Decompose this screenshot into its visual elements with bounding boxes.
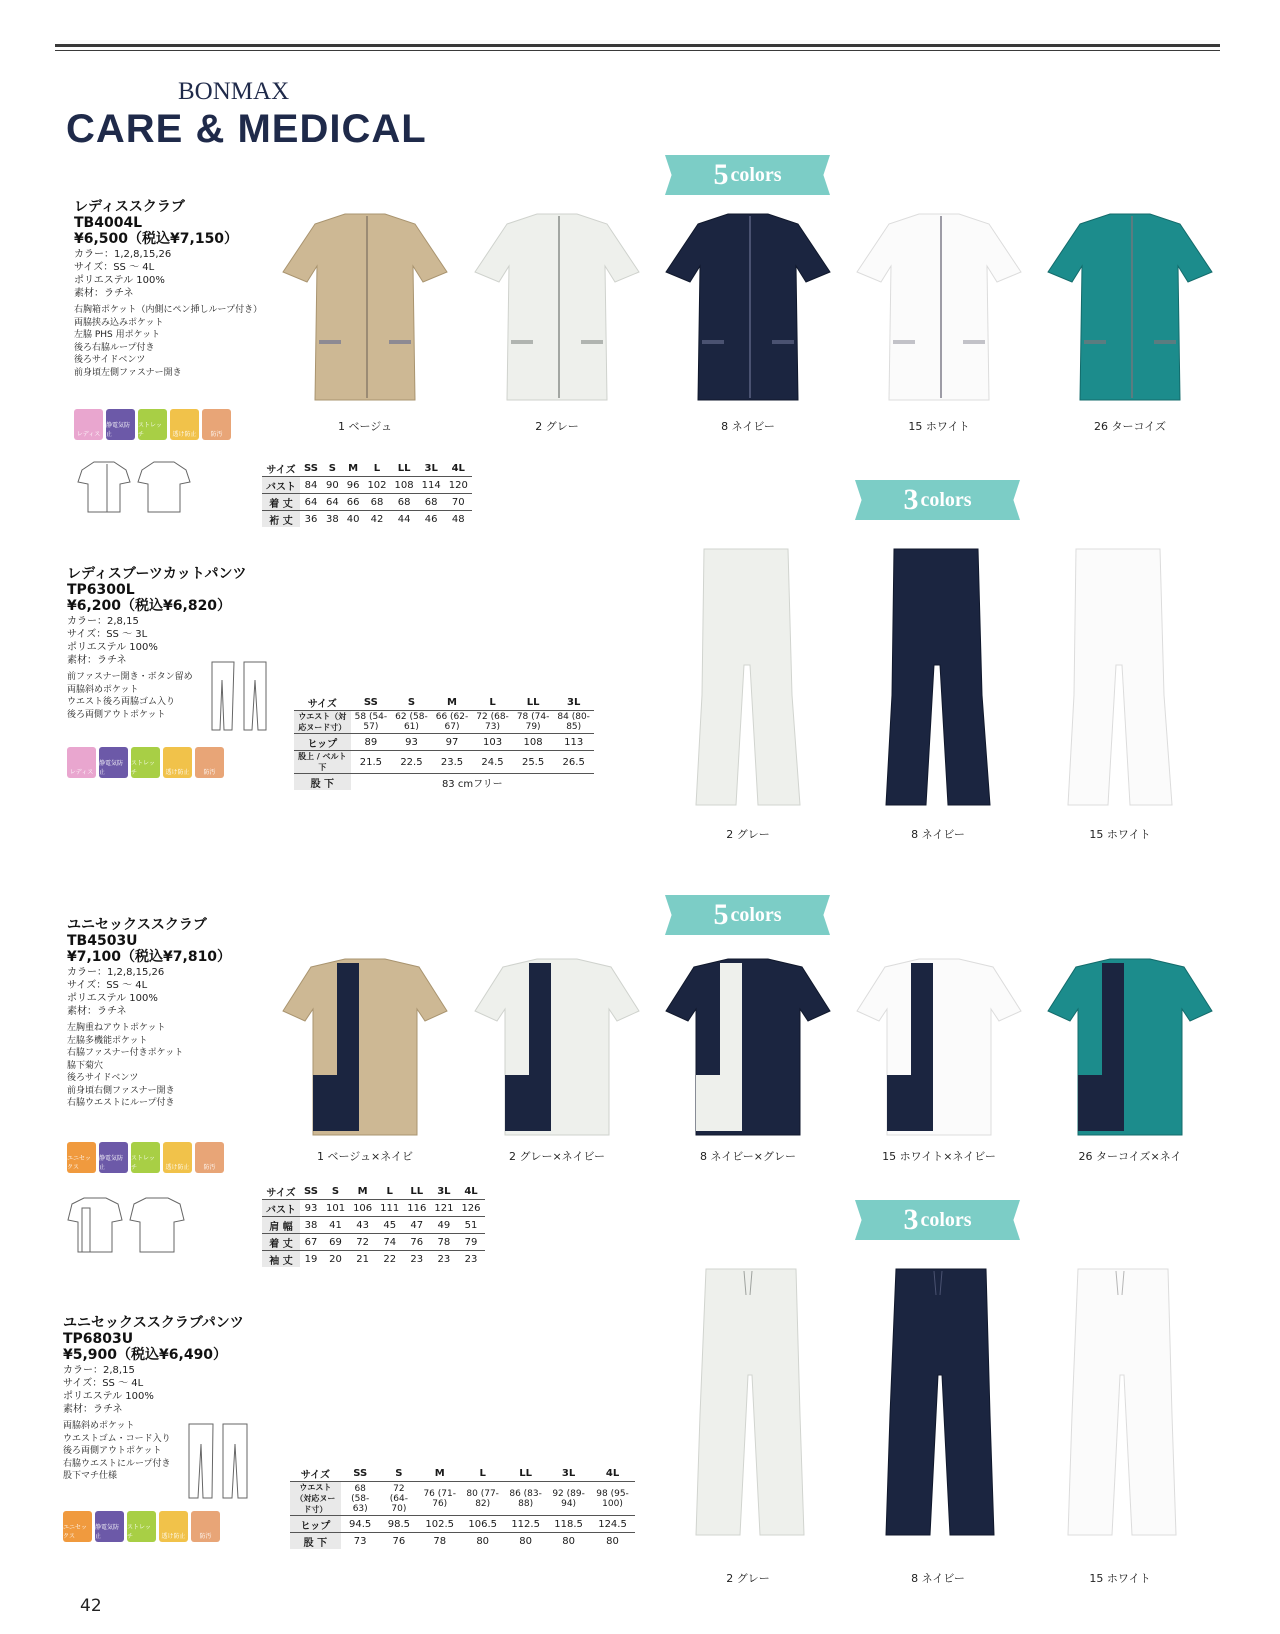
product-code: TB4004L — [74, 215, 143, 231]
product-name: ユニセックススクラブパンツ — [63, 1315, 244, 1331]
feature-icons — [67, 1142, 224, 1173]
table-cell: 80 (77-82) — [461, 1482, 504, 1516]
table-cell: 98 (95-100) — [590, 1482, 635, 1516]
flat-sketch-pants — [208, 660, 270, 732]
size-header: M — [418, 1465, 461, 1482]
variant-caption: 8 ネイビー — [911, 1572, 965, 1585]
table-cell: 112.5 — [504, 1516, 547, 1533]
spec-line: 素材：ラチネ — [67, 655, 127, 666]
table-cell: 68 — [391, 494, 418, 511]
table-cell: 43 — [349, 1217, 376, 1234]
row-label: 着 丈 — [262, 1234, 300, 1251]
garment-tb4503u-beige-navy — [275, 955, 455, 1140]
spec-line: サイズ：SS ～ 4L — [74, 262, 155, 273]
table-cell: 116 — [403, 1200, 430, 1217]
table-cell: 68 — [418, 494, 445, 511]
size-header: 3L — [430, 1183, 457, 1200]
table-cell: 38 — [300, 1217, 322, 1234]
spec-line: サイズ：SS ～ 3L — [67, 629, 148, 640]
size-header: SS — [300, 1183, 322, 1200]
feature-line: 後ろ右脇ループ付き — [74, 342, 155, 353]
table-cell: 90 — [322, 477, 343, 494]
table-cell: 72 — [349, 1234, 376, 1251]
size-table-tp6300l — [294, 694, 594, 790]
table-cell: 83 cmフリー — [441, 778, 503, 790]
table-cell: 72 (68-73) — [472, 711, 513, 734]
size-header: SS — [341, 1465, 380, 1482]
anti-see-through-icon: 透け防止 — [163, 747, 192, 778]
garment-tp6803u-white — [1060, 1265, 1185, 1540]
anti-see-through-icon: 透け防止 — [163, 1142, 192, 1173]
table-cell: 48 — [451, 513, 465, 525]
table-cell: 80 — [606, 1535, 619, 1547]
spec-line: ポリエステル 100% — [67, 993, 158, 1004]
stretch-icon: ストレッチ — [127, 1511, 156, 1542]
size-header: サイズ — [262, 1183, 300, 1200]
table-cell: 76 — [403, 1234, 430, 1251]
size-header: サイズ — [262, 460, 300, 477]
spec-line: カラー：1,2,8,15,26 — [67, 967, 165, 978]
size-header: 4L — [457, 1183, 484, 1200]
antistatic-icon: 静電気防止 — [95, 1511, 124, 1542]
table-cell: 51 — [457, 1217, 484, 1234]
table-cell: 69 — [322, 1234, 349, 1251]
garment-tb4503u-gray-navy — [467, 955, 647, 1140]
feature-line: 右胸箱ポケット（内側にペン挿しループ付き） — [74, 305, 263, 315]
spec-line: カラー：2,8,15 — [63, 1365, 135, 1376]
garment-tb4004l-turquoise — [1040, 210, 1220, 405]
table-cell: 102 — [363, 477, 390, 494]
size-header: 3L — [553, 694, 594, 711]
product-info-tb4503u — [67, 917, 287, 1110]
feature-line: 後ろサイドベンツ — [67, 1073, 139, 1083]
variant-caption: 1 ベージュ — [337, 420, 393, 433]
table-cell: 78 (74-79) — [513, 711, 554, 734]
table-cell: 40 — [346, 513, 360, 525]
table-cell: 96 — [343, 477, 364, 494]
stain-resistant-icon: 防汚 — [191, 1511, 220, 1542]
variant-caption: 2 グレー — [726, 828, 770, 841]
size-header: L — [363, 460, 390, 477]
unisex-icon: ユニセックス — [67, 1142, 96, 1173]
product-price: ¥6,200（税込¥6,820） — [67, 598, 232, 614]
row-label: 袖 丈 — [262, 1251, 300, 1268]
spec-line: サイズ：SS ～ 4L — [67, 980, 148, 991]
feature-line: 左胸重ねアウトポケット — [67, 1023, 166, 1033]
product-name: レディススクラブ — [74, 199, 185, 215]
table-cell: 23.5 — [432, 751, 473, 774]
spec-line: カラー：1,2,8,15,26 — [74, 249, 172, 260]
garment-tp6300l-navy — [878, 545, 998, 810]
product-code: TP6803U — [63, 1331, 134, 1347]
unisex-icon: ユニセックス — [63, 1511, 92, 1542]
banner-word: colors — [920, 488, 972, 511]
variant-caption: 1 ベージュ×ネイビ — [316, 1150, 414, 1163]
table-cell: 44 — [397, 513, 411, 525]
table-cell: 41 — [322, 1217, 349, 1234]
table-cell: 98.5 — [380, 1516, 419, 1533]
table-cell: 111 — [376, 1200, 403, 1217]
size-header: S — [380, 1465, 419, 1482]
table-cell: 80 — [476, 1535, 490, 1547]
variant-caption: 15 ホワイト×ネイビー — [882, 1150, 996, 1163]
table-cell: 76 (71-76) — [418, 1482, 461, 1516]
table-cell: 93 — [391, 734, 432, 751]
table-cell: 101 — [322, 1200, 349, 1217]
size-header: SS — [351, 694, 392, 711]
table-cell: 113 — [553, 734, 594, 751]
feature-line: 両脇挟み込みポケット — [74, 317, 164, 328]
feature-line: 右脇ウエストにループ付き — [67, 1098, 175, 1108]
table-cell: 22 — [383, 1253, 397, 1265]
size-header: L — [461, 1465, 504, 1482]
spec-line: サイズ：SS ～ 4L — [63, 1378, 144, 1389]
feature-line: ウエスト後ろ両脇ゴム入り — [67, 697, 176, 707]
brand-logo: BONMAX — [178, 78, 290, 105]
table-cell: 118.5 — [547, 1516, 590, 1533]
product-price: ¥7,100（税込¥7,810） — [67, 949, 232, 965]
feature-icons — [67, 747, 224, 778]
table-cell: 89 — [351, 734, 392, 751]
table-cell: 94.5 — [341, 1516, 380, 1533]
colors-banner — [665, 895, 830, 935]
size-header: S — [322, 1183, 349, 1200]
table-cell: 36 — [304, 513, 318, 525]
feature-line: 後ろ両側アウトポケット — [67, 709, 166, 720]
table-cell: 23 — [410, 1253, 424, 1265]
variant-caption: 26 ターコイズ×ネイ — [1078, 1150, 1182, 1163]
variant-caption: 2 グレー×ネイビー — [508, 1150, 606, 1163]
row-label: バスト — [262, 477, 300, 494]
product-price: ¥6,500（税込¥7,150） — [74, 231, 239, 247]
feature-line: ウエストゴム・コード入り — [63, 1433, 171, 1444]
table-cell: 92 (89-94) — [547, 1482, 590, 1516]
size-header: SS — [300, 460, 322, 477]
table-cell: 72 (64-70) — [380, 1482, 419, 1516]
table-cell: 102.5 — [418, 1516, 461, 1533]
table-cell: 21.5 — [351, 751, 392, 774]
feature-line: 右脇ファスナー付きポケット — [67, 1048, 184, 1058]
garment-tp6300l-gray — [688, 545, 808, 810]
size-header: 4L — [445, 460, 472, 477]
row-label: 股 下 — [294, 774, 351, 791]
table-cell: 62 (58-61) — [391, 711, 432, 734]
stretch-icon: ストレッチ — [131, 747, 160, 778]
size-table-tb4004l — [262, 460, 472, 527]
stretch-icon: ストレッチ — [131, 1142, 160, 1173]
row-label: 股上 / ベルト下 — [294, 751, 351, 774]
spec-line: 素材：ラチネ — [74, 288, 134, 299]
variant-caption: 2 グレー — [726, 1572, 770, 1585]
spec-line: 素材：ラチネ — [67, 1006, 127, 1017]
antistatic-icon: 静電気防止 — [99, 747, 128, 778]
row-label: 股 下 — [290, 1533, 341, 1550]
row-label: ウエスト（対応ヌード寸） — [294, 711, 351, 734]
flat-sketch-top — [64, 1194, 190, 1258]
feature-line: 股下マチ仕様 — [63, 1471, 118, 1481]
table-cell: 76 — [392, 1535, 406, 1547]
size-header: LL — [513, 694, 554, 711]
antistatic-icon: 静電気防止 — [99, 1142, 128, 1173]
top-rule-thin — [55, 50, 1220, 51]
table-cell: 25.5 — [513, 751, 554, 774]
page-number: 42 — [80, 1596, 102, 1616]
table-cell: 120 — [445, 477, 472, 494]
garment-tb4503u-turquoise-navy — [1040, 955, 1220, 1140]
table-cell: 74 — [376, 1234, 403, 1251]
garment-tb4004l-beige — [275, 210, 455, 405]
table-cell: 121 — [430, 1200, 457, 1217]
banner-count: 3 — [903, 483, 919, 516]
spec-line: ポリエステル 100% — [63, 1391, 154, 1402]
ladies-icon: レディス — [67, 747, 96, 778]
feature-line: 後ろサイドベンツ — [74, 355, 146, 365]
colors-banner — [855, 1200, 1020, 1240]
banner-word: colors — [730, 163, 782, 186]
variant-caption: 8 ネイビー×グレー — [699, 1150, 797, 1163]
row-label: バスト — [262, 1200, 300, 1217]
flat-sketch-pants — [185, 1422, 251, 1500]
table-cell: 73 — [353, 1535, 367, 1547]
table-cell: 26.5 — [553, 751, 594, 774]
table-cell: 23 — [464, 1253, 478, 1265]
size-header: LL — [504, 1465, 547, 1482]
table-cell: 78 — [433, 1535, 447, 1547]
table-cell: 20 — [329, 1253, 342, 1265]
table-cell: 22.5 — [391, 751, 432, 774]
table-cell: 64 — [322, 494, 343, 511]
size-header: S — [322, 460, 343, 477]
table-cell: 84 — [300, 477, 322, 494]
garment-tb4503u-white-navy — [849, 955, 1029, 1140]
product-name: レディスブーツカットパンツ — [67, 566, 247, 582]
feature-icons — [63, 1511, 220, 1542]
stain-resistant-icon: 防汚 — [195, 1142, 224, 1173]
size-header: 3L — [418, 460, 445, 477]
table-cell: 49 — [430, 1217, 457, 1234]
feature-line: 脇下菊穴 — [67, 1060, 104, 1071]
product-code: TP6300L — [67, 582, 135, 598]
table-cell: 103 — [472, 734, 513, 751]
size-header: L — [376, 1183, 403, 1200]
table-cell: 21 — [356, 1253, 369, 1265]
ladies-icon: レディス — [74, 409, 103, 440]
row-label: 着 丈 — [262, 494, 300, 511]
page-title: CARE & MEDICAL — [66, 107, 427, 151]
banner-count: 3 — [903, 1203, 919, 1236]
table-cell: 78 — [430, 1234, 457, 1251]
banner-count: 5 — [713, 158, 729, 191]
variant-caption: 2 グレー — [535, 420, 579, 433]
table-cell: 46 — [424, 513, 438, 525]
spec-line: ポリエステル 100% — [67, 642, 158, 653]
antistatic-icon: 静電気防止 — [106, 409, 135, 440]
banner-word: colors — [730, 903, 782, 926]
anti-see-through-icon: 透け防止 — [170, 409, 199, 440]
table-cell: 84 (80-85) — [553, 711, 594, 734]
size-header: サイズ — [290, 1465, 341, 1482]
variant-caption: 26 ターコイズ — [1093, 420, 1167, 433]
garment-tp6803u-gray — [688, 1265, 813, 1540]
table-cell: 23 — [437, 1253, 451, 1265]
table-cell: 93 — [300, 1200, 322, 1217]
table-cell: 68 (58-63) — [341, 1482, 380, 1516]
spec-line: カラー：2,8,15 — [67, 616, 139, 627]
top-rule — [55, 44, 1220, 47]
table-cell: 106 — [349, 1200, 376, 1217]
size-header: サイズ — [294, 694, 351, 711]
product-code: TB4503U — [67, 933, 138, 949]
size-table-tb4503u — [262, 1183, 485, 1267]
table-cell: 66 — [343, 494, 364, 511]
garment-tp6803u-navy — [878, 1265, 1003, 1540]
row-label: ウエスト（対応ヌード寸） — [290, 1482, 341, 1516]
table-cell: 108 — [513, 734, 554, 751]
stain-resistant-icon: 防汚 — [202, 409, 231, 440]
row-label: 裄 丈 — [262, 511, 300, 528]
table-cell: 64 — [300, 494, 322, 511]
size-header: LL — [403, 1183, 430, 1200]
feature-line: 左脇多機能ポケット — [67, 1035, 148, 1046]
row-label: 肩 幅 — [262, 1217, 300, 1234]
feature-line: 右脇ウエストにループ付き — [63, 1458, 171, 1469]
size-header: 4L — [590, 1465, 635, 1482]
garment-tp6300l-white — [1060, 545, 1180, 810]
row-label: ヒップ — [294, 734, 351, 751]
table-cell: 19 — [304, 1253, 318, 1265]
table-cell: 80 — [562, 1535, 575, 1547]
size-header: 3L — [547, 1465, 590, 1482]
table-cell: 86 (83-88) — [504, 1482, 547, 1516]
feature-line: 後ろ両側アウトポケット — [63, 1446, 162, 1456]
colors-banner — [665, 155, 830, 195]
spec-line: 素材：ラチネ — [63, 1404, 123, 1415]
table-cell: 66 (62-67) — [432, 711, 473, 734]
table-cell: 67 — [300, 1234, 322, 1251]
variant-caption: 15 ホワイト — [1089, 828, 1151, 841]
table-cell: 47 — [403, 1217, 430, 1234]
stretch-icon: ストレッチ — [138, 409, 167, 440]
banner-count: 5 — [713, 898, 729, 931]
variant-caption: 8 ネイビー — [721, 420, 775, 433]
size-header: M — [343, 460, 364, 477]
garment-tb4004l-gray — [467, 210, 647, 405]
colors-banner — [855, 480, 1020, 520]
product-price: ¥5,900（税込¥6,490） — [63, 1347, 228, 1363]
banner-word: colors — [920, 1208, 972, 1231]
table-cell: 114 — [418, 477, 445, 494]
product-info-tb4004l — [74, 199, 274, 379]
size-header: S — [391, 694, 432, 711]
row-label: ヒップ — [290, 1516, 341, 1533]
feature-line: 前身頃右側ファスナー開き — [67, 1085, 175, 1096]
flat-sketch-top — [74, 458, 194, 518]
size-header: L — [472, 694, 513, 711]
anti-see-through-icon: 透け防止 — [159, 1511, 188, 1542]
variant-caption: 15 ホワイト — [908, 420, 970, 433]
size-header: M — [349, 1183, 376, 1200]
table-cell: 42 — [370, 513, 384, 525]
garment-tb4004l-navy — [658, 210, 838, 405]
feature-line: 左脇 PHS 用ポケット — [74, 330, 161, 340]
table-cell: 124.5 — [590, 1516, 635, 1533]
garment-tb4004l-white — [849, 210, 1029, 405]
feature-icons — [74, 409, 231, 440]
stain-resistant-icon: 防汚 — [195, 747, 224, 778]
size-header: LL — [391, 460, 418, 477]
table-cell: 126 — [457, 1200, 484, 1217]
variant-caption: 15 ホワイト — [1089, 1572, 1151, 1585]
table-cell: 97 — [432, 734, 473, 751]
table-cell: 24.5 — [472, 751, 513, 774]
table-cell: 58 (54-57) — [351, 711, 392, 734]
feature-line: 前身頃左側ファスナー開き — [74, 367, 182, 378]
table-cell: 79 — [457, 1234, 484, 1251]
product-name: ユニセックススクラブ — [67, 917, 207, 933]
size-table-tp6803u — [290, 1465, 635, 1549]
variant-caption: 8 ネイビー — [911, 828, 965, 841]
table-cell: 68 — [363, 494, 390, 511]
size-header: M — [432, 694, 473, 711]
table-cell: 70 — [445, 494, 472, 511]
table-cell: 108 — [391, 477, 418, 494]
table-cell: 80 — [519, 1535, 532, 1547]
feature-line: 前ファスナー開き・ボタン留め — [67, 672, 193, 682]
table-cell: 38 — [325, 513, 339, 525]
table-cell: 45 — [376, 1217, 403, 1234]
feature-line: 両脇斜めポケット — [67, 684, 139, 695]
table-cell: 106.5 — [461, 1516, 504, 1533]
feature-line: 両脇斜めポケット — [63, 1421, 135, 1431]
garment-tb4503u-navy-gray — [658, 955, 838, 1140]
spec-line: ポリエステル 100% — [74, 275, 165, 286]
